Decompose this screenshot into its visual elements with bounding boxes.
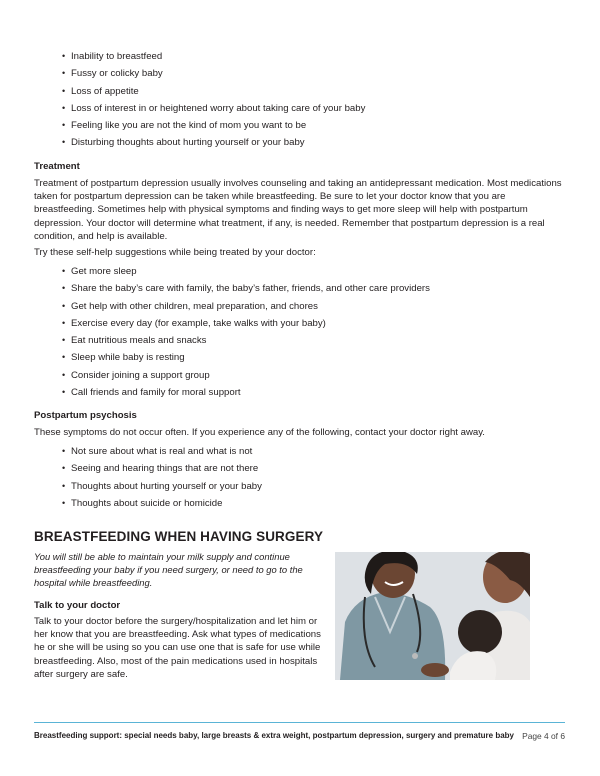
footer-document-title: Breastfeeding support: special needs baby, large breasts & extra weight, postpartum depression, surgery and premature baby — [34, 731, 514, 740]
psychosis-paragraph: These symptoms do not occur often. If you experience any of the following, contact your doctor right away. — [34, 427, 485, 438]
list-item-text: Get more sleep — [71, 266, 137, 277]
list-item — [62, 460, 262, 477]
list-item-text: Seeing and hearing things that are not there — [71, 463, 259, 475]
list-item — [62, 478, 262, 495]
list-item-text: Consider joining a support group — [71, 369, 210, 381]
photo-illustration — [335, 552, 530, 680]
list-item-text: Share the baby’s care with family, the baby’s father, friends, and other care providers — [71, 283, 430, 295]
bullet-icon: • — [62, 317, 66, 328]
nurse-mother-baby-photo — [335, 552, 530, 680]
list-item-text: Fussy or colicky baby — [71, 68, 163, 80]
bullet-icon: • — [62, 387, 66, 398]
list-item-text: Thoughts about suicide or homicide — [71, 497, 223, 509]
list-item — [62, 280, 430, 297]
list-item-text: Feeling like you are not the kind of mom you want to be — [71, 120, 307, 132]
bullet-icon: • — [62, 480, 66, 491]
list-item-text: Exercise every day (for example, take walks with your baby) — [71, 317, 326, 329]
depression-symptom-list — [62, 48, 365, 152]
list-item — [62, 495, 262, 512]
list-item-text: Sleep while baby is resting — [71, 352, 185, 364]
footer-divider — [34, 722, 565, 723]
list-item — [62, 100, 365, 117]
treatment-heading: Treatment — [34, 161, 80, 172]
bullet-icon: • — [62, 352, 66, 363]
list-item-text: Disturbing thoughts about hurting yourself or your baby — [71, 137, 305, 149]
surgery-section-title: BREASTFEEDING WHEN HAVING SURGERY — [34, 529, 324, 544]
list-item-text: Eat nutritious meals and snacks — [71, 335, 207, 347]
self-help-intro: Try these self-help suggestions while being treated by your doctor: — [34, 247, 316, 258]
bullet-icon: • — [62, 266, 66, 276]
list-item — [62, 384, 430, 401]
bullet-icon: • — [62, 283, 66, 294]
list-item — [62, 65, 365, 82]
bullet-icon: • — [62, 51, 66, 61]
bullet-icon: • — [62, 300, 66, 311]
list-item-text: Loss of appetite — [71, 85, 139, 97]
psychosis-symptom-list — [62, 443, 262, 512]
treatment-paragraph: Treatment of postpartum depression usually involves counseling and taking an antidepressant medication. Most medications taken for postpartum depression can be taken while breastfeeding. Be sure to let your doctor know that you are breastfeeding. Sometimes help with physical symptoms and finding ways to get more sleep will help with postpartum depression. Your doctor will determine what treatment, if any, is needed. Remember that postpartum depression is a real condition, and help is available. — [34, 178, 562, 242]
list-item — [62, 349, 430, 366]
list-item — [62, 367, 430, 384]
psychosis-heading: Postpartum psychosis — [34, 410, 137, 421]
talk-to-doctor-paragraph: Talk to your doctor before the surgery/hospitalization and let him or her know that you are breastfeeding. Ask what types of medications he or she will be using so you can use one that is safe for use while breastfeeding. Also, most of the pain medications used in hospitals after surgery are safe. — [34, 616, 321, 680]
list-item-text: Inability to breastfeed — [71, 51, 163, 62]
bullet-icon: • — [62, 102, 66, 113]
list-item — [62, 298, 430, 315]
bullet-icon: • — [62, 137, 66, 148]
bullet-icon: • — [62, 85, 66, 96]
bullet-icon: • — [62, 120, 66, 131]
bullet-icon: • — [62, 463, 66, 474]
list-item-text: Thoughts about hurting yourself or your baby — [71, 480, 262, 492]
list-item — [62, 332, 430, 349]
bullet-icon: • — [62, 335, 66, 346]
list-item-text: Not sure about what is real and what is not — [71, 446, 253, 457]
list-item-text: Call friends and family for moral support — [71, 387, 241, 399]
list-item-text: Get help with other children, meal preparation, and chores — [71, 300, 318, 312]
page-number: Page 4 of 6 — [522, 731, 565, 741]
bullet-icon: • — [62, 68, 66, 79]
list-item — [62, 263, 430, 280]
list-item — [62, 83, 365, 100]
bullet-icon: • — [62, 446, 66, 456]
list-item — [62, 134, 365, 151]
list-item — [62, 315, 430, 332]
talk-to-doctor-heading: Talk to your doctor — [34, 600, 121, 611]
list-item-text: Loss of interest in or heightened worry about taking care of your baby — [71, 102, 366, 114]
list-item — [62, 48, 365, 65]
surgery-intro: You will still be able to maintain your milk supply and continue breastfeeding your baby if you need surgery, or need to go to the hospital while breastfeeding. — [34, 551, 303, 589]
self-help-list — [62, 263, 430, 401]
bullet-icon: • — [62, 497, 66, 508]
bullet-icon: • — [62, 369, 66, 380]
list-item — [62, 443, 262, 460]
list-item — [62, 117, 365, 134]
